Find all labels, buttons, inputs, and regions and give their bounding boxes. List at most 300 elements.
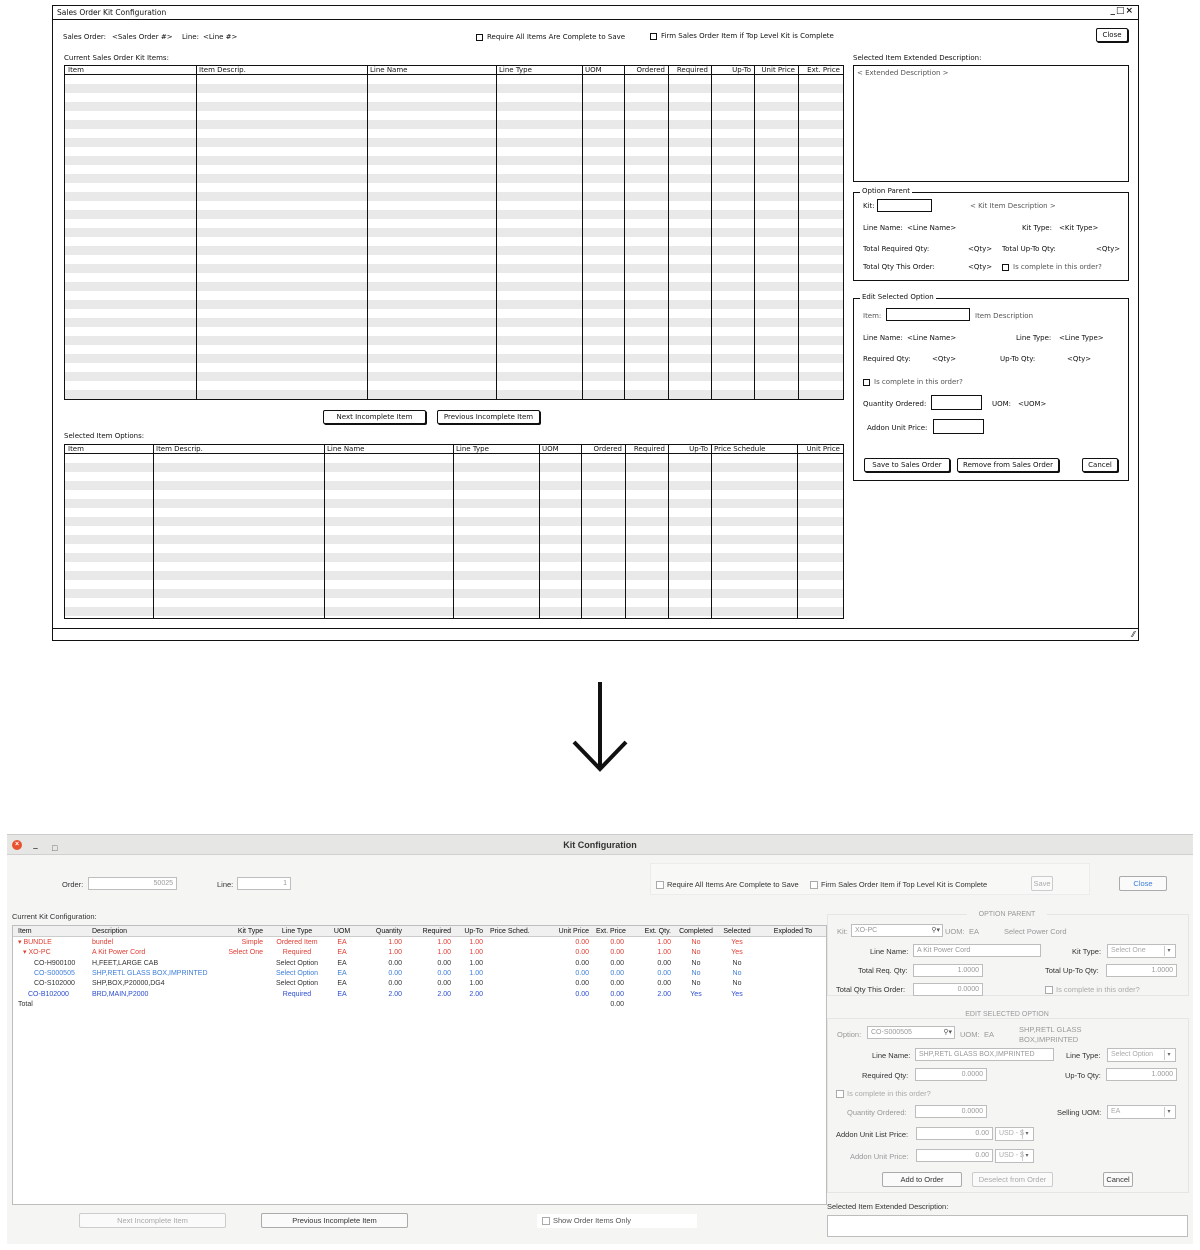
mockup-op-complete-checkbox[interactable] [1002, 263, 1102, 271]
order-label: Order: [62, 880, 84, 889]
column-header[interactable]: Line Name [327, 445, 365, 453]
grid-row[interactable] [65, 481, 843, 490]
eo-option-input[interactable] [867, 1026, 955, 1039]
eo-upto-label: Up-To Qty: [1065, 1071, 1101, 1080]
eo-selling-uom-select[interactable] [1107, 1105, 1176, 1119]
grid-column-divider [367, 66, 368, 399]
table-row[interactable] [13, 948, 826, 958]
mockup-save-to-sales-order-button[interactable]: Save to Sales Order [864, 458, 950, 472]
eo-option-desc-line2: BOX,IMPRINTED [1019, 1035, 1079, 1044]
column-header[interactable]: UOM [542, 445, 559, 453]
grid-column-divider [754, 66, 755, 399]
table-cell-selected: No [732, 980, 742, 988]
table-cell-uom: EA [337, 949, 347, 957]
grid-row[interactable] [65, 192, 843, 201]
column-header[interactable]: Up-To [689, 445, 708, 453]
column-header[interactable]: Item [68, 66, 84, 74]
column-header[interactable]: Item [18, 928, 32, 935]
table-row[interactable] [13, 990, 826, 1000]
require-all-label: Require All Items Are Complete to Save [667, 880, 799, 889]
mockup-cancel-button[interactable]: Cancel [1082, 458, 1118, 472]
grid-row[interactable] [65, 174, 843, 183]
table-cell-upto: 1.00 [469, 969, 483, 977]
column-header[interactable]: Item Descrip. [199, 66, 246, 74]
eo-addon-list-input[interactable]: 0.00 [916, 1127, 993, 1140]
grid-column-divider [625, 445, 626, 618]
grid-row[interactable] [65, 120, 843, 129]
table-cell-desc: SHP,RETL GLASS BOX,IMPRINTED [92, 969, 208, 977]
grid-column-divider [324, 445, 325, 618]
resize-grip-icon[interactable]: ⁄⁄ [1132, 630, 1135, 639]
mockup-op-line-name-value: <Line Name> [907, 224, 957, 232]
table-cell-item: CO-B102000 [28, 990, 69, 998]
column-header[interactable]: Up-To [732, 66, 751, 74]
column-header[interactable]: Ext. Price [807, 66, 840, 74]
eo-upto-input[interactable]: 1.0000 [1106, 1068, 1177, 1081]
mockup-line-label: Line: [182, 33, 199, 41]
table-cell-selected: No [732, 959, 742, 967]
table-row[interactable] [13, 969, 826, 979]
grid-row[interactable] [65, 607, 843, 616]
column-header[interactable]: Item [68, 445, 84, 453]
table-cell-unit: 0.00 [575, 990, 589, 998]
table-cell-uom: EA [337, 980, 347, 988]
table-cell-item: CO-H900100 [34, 959, 76, 967]
grid-row[interactable] [65, 156, 843, 165]
mockup-remove-from-sales-order-button[interactable]: Remove from Sales Order [957, 458, 1059, 472]
op-kit-input[interactable] [851, 924, 943, 937]
grid-row[interactable] [65, 372, 843, 381]
op-total-upto-input[interactable]: 1.0000 [1106, 964, 1177, 977]
mockup-op-total-this-order-label: Total Qty This Order: [863, 263, 935, 271]
table-cell-uom: EA [337, 969, 347, 977]
eo-qty-ordered-label: Quantity Ordered: [847, 1108, 907, 1117]
mockup-op-total-required-value: <Qty> [968, 245, 993, 253]
grid-row[interactable] [65, 499, 843, 508]
close-button[interactable]: Close [1119, 876, 1167, 891]
column-header[interactable]: Required [633, 445, 665, 453]
table-cell-selected: No [732, 969, 742, 977]
eo-selling-uom-label: Selling UOM: [1057, 1108, 1102, 1117]
add-to-order-button[interactable]: Add to Order [882, 1172, 962, 1187]
op-kit-type-label: Kit Type: [1072, 947, 1102, 956]
mockup-eo-uom-value: <UOM> [1018, 400, 1047, 408]
grid-column-divider [711, 66, 712, 399]
eo-addon-unit-input[interactable]: 0.00 [916, 1149, 993, 1162]
table-cell-desc: SHP,BOX,P20000,DG4 [92, 980, 165, 988]
checkbox-icon[interactable] [476, 34, 483, 41]
mockup-options-grid[interactable] [64, 444, 844, 619]
eo-line-type-value: Select Option [1111, 1051, 1154, 1058]
mockup-option-parent-group [853, 187, 1129, 281]
table-cell-item: ▾ XO-PC [23, 949, 51, 957]
checkbox-icon[interactable] [1045, 986, 1053, 994]
grid-row[interactable] [65, 102, 843, 111]
save-button[interactable]: Save [1031, 876, 1053, 891]
checkbox-icon[interactable] [836, 1090, 844, 1098]
table-cell-ext: 0.00 [610, 969, 624, 977]
minimize-icon[interactable]: – [33, 843, 39, 853]
grid-row[interactable] [65, 318, 843, 327]
table-cell-uom: EA [337, 959, 347, 967]
mockup-window-controls[interactable]: _□× [1110, 6, 1134, 16]
table-cell-qty: 0.00 [388, 980, 402, 988]
table-cell-extqty: 0.00 [657, 980, 671, 988]
table-cell-completed: No [691, 969, 701, 977]
table-cell-extqty: 0.00 [657, 969, 671, 977]
grid-column-divider [711, 445, 712, 618]
mockup-sales-order-label: Sales Order: [63, 33, 106, 41]
eo-addon-list-currency-value: USD - $ [999, 1130, 1024, 1137]
table-cell-req: 0.00 [437, 980, 451, 988]
mockup-kit-label: Kit: [863, 202, 875, 210]
column-header[interactable]: Exploded To [773, 928, 813, 935]
kit-configuration-window [7, 834, 1193, 1244]
grid-row[interactable] [65, 463, 843, 472]
grid-row[interactable] [65, 354, 843, 363]
grid-row[interactable] [65, 264, 843, 273]
column-header[interactable]: UOM [585, 66, 602, 74]
table-row[interactable] [13, 979, 826, 989]
column-header[interactable]: Item Descrip. [156, 445, 203, 453]
op-total-req-label: Total Req. Qty: [858, 966, 908, 975]
deselect-from-order-button[interactable]: Deselect from Order [972, 1172, 1053, 1187]
mockup-eo-uom-label: UOM: [992, 400, 1012, 408]
column-header[interactable]: Unit Price [558, 928, 589, 935]
mockup-ext-desc-label: Selected Item Extended Description: [853, 54, 982, 62]
maximize-icon[interactable]: □ [52, 843, 58, 853]
mockup-next-incomplete-button[interactable]: Next Incomplete Item [323, 410, 426, 424]
mockup-window [52, 5, 1139, 641]
table-cell-upto: 1.00 [469, 959, 483, 967]
mockup-sales-order-value: <Sales Order #> [112, 33, 173, 41]
table-row[interactable] [13, 938, 826, 948]
table-cell-kit-type: Simple [241, 939, 263, 946]
column-header[interactable]: Ordered [636, 66, 665, 74]
op-uom-value: EA [969, 927, 980, 936]
window-titlebar [7, 835, 1193, 855]
checkbox-icon[interactable] [810, 881, 818, 889]
mockup-op-kit-type-value: <Kit Type> [1059, 224, 1099, 232]
eo-selling-uom-value: EA [1111, 1108, 1121, 1115]
grid-column-divider [539, 445, 540, 618]
mockup-kit-input[interactable] [877, 199, 932, 212]
mockup-eo-complete-label: Is complete in this order? [874, 378, 963, 386]
table-cell-line-type: Select Option [275, 980, 319, 988]
column-header[interactable]: Required [422, 928, 451, 935]
table-row[interactable] [13, 959, 826, 969]
mockup-previous-incomplete-button[interactable]: Previous Incomplete Item [437, 410, 540, 424]
table-cell-selected: Yes [731, 939, 743, 946]
eo-required-label: Required Qty: [862, 1071, 909, 1080]
eo-line-name-input[interactable]: SHP,RETL GLASS BOX,IMPRINTED [915, 1048, 1054, 1061]
column-header[interactable]: Ext. Price [596, 928, 626, 935]
mockup-require-all-checkbox[interactable] [476, 33, 625, 41]
table-cell-req: 0.00 [437, 969, 451, 977]
grid-row[interactable] [65, 300, 843, 309]
mockup-eo-line-name-value: <Line Name> [907, 334, 957, 342]
table-cell-unit: 0.00 [575, 959, 589, 967]
mockup-eo-line-type-value: <Line Type> [1059, 334, 1104, 342]
mockup-window-title: Sales Order Kit Configuration [57, 8, 167, 17]
op-line-name-label: Line Name: [870, 947, 909, 956]
grid-row[interactable] [65, 535, 843, 544]
table-cell-ext: 0.00 [610, 939, 624, 946]
op-kit-desc: Select Power Cord [1004, 927, 1067, 936]
column-header[interactable]: Kit Type [237, 928, 263, 935]
grid-row[interactable] [65, 228, 843, 237]
grid-column-divider [668, 66, 669, 399]
column-header[interactable]: Price Sched. [490, 928, 530, 935]
table-cell-req: 1.00 [437, 949, 451, 957]
op-complete-checkbox[interactable] [1045, 985, 1140, 994]
mockup-grid-header [65, 66, 843, 75]
ext-desc-textarea[interactable] [827, 1215, 1188, 1237]
mockup-eo-item-desc: Item Description [975, 312, 1034, 320]
mockup-eo-upto-label: Up-To Qty: [1000, 355, 1036, 363]
table-cell-selected: Yes [731, 990, 743, 998]
eo-line-type-select[interactable] [1107, 1048, 1176, 1062]
mockup-current-items-grid[interactable] [64, 65, 844, 400]
grid-row[interactable] [65, 84, 843, 93]
chevron-down-icon[interactable]: ▾ [1164, 1107, 1173, 1117]
table-cell-completed: No [691, 959, 701, 967]
table-cell-ext: 0.00 [610, 959, 624, 967]
grid-row[interactable] [65, 210, 843, 219]
ext-desc-label: Selected Item Extended Description: [827, 1202, 949, 1211]
mockup-eo-required-value: <Qty> [932, 355, 957, 363]
mockup-eo-item-input[interactable] [886, 308, 970, 321]
eo-qty-ordered-input[interactable]: 0.0000 [915, 1105, 987, 1118]
eo-uom-value: EA [984, 1030, 995, 1039]
mockup-require-all-label: Require All Items Are Complete to Save [487, 33, 626, 41]
table-cell-req: 2.00 [437, 990, 451, 998]
table-cell-qty: 1.00 [388, 939, 402, 946]
eo-addon-list-label: Addon Unit List Price: [836, 1130, 909, 1139]
table-cell-item: Total [18, 1000, 33, 1008]
table-cell-qty: 0.00 [388, 969, 402, 977]
table-cell-desc: A Kit Power Cord [92, 949, 146, 957]
mockup-status-bar [53, 628, 1138, 640]
down-arrow-icon [560, 680, 640, 775]
table-cell-extqty: 1.00 [657, 949, 671, 957]
mockup-close-button[interactable]: Close [1096, 28, 1128, 42]
mockup-op-total-upto-value: <Qty> [1096, 245, 1121, 253]
column-header[interactable]: Line Name [370, 66, 408, 74]
eo-option-label: Option: [837, 1030, 862, 1039]
column-header[interactable]: Unit Price [806, 445, 840, 453]
mockup-line-value: <Line #> [203, 33, 238, 41]
mockup-edit-option-legend: Edit Selected Option [862, 293, 934, 301]
table-cell-selected: Yes [731, 949, 743, 957]
checkbox-icon[interactable] [863, 379, 870, 386]
table-total-row[interactable] [13, 1000, 826, 1010]
grid-row[interactable] [65, 390, 843, 399]
mockup-eo-complete-checkbox[interactable] [863, 378, 963, 386]
eo-option-value: CO-S000505 [871, 1029, 912, 1036]
table-cell-req: 1.00 [437, 939, 451, 946]
chevron-down-icon[interactable]: ▾ [1164, 1050, 1173, 1060]
checkbox-icon[interactable] [1002, 264, 1009, 271]
checkbox-icon[interactable] [650, 33, 657, 40]
op-total-this-order-input[interactable]: 0.0000 [913, 983, 983, 996]
table-cell-line-type: Required [282, 990, 312, 998]
mockup-titlebar [53, 6, 1138, 20]
next-incomplete-button[interactable]: Next Incomplete Item [79, 1213, 226, 1228]
mockup-eo-addon-label: Addon Unit Price: [867, 424, 928, 432]
grid-column-divider [668, 445, 669, 618]
table-cell-uom: EA [337, 939, 347, 946]
table-cell-extqty: 2.00 [657, 990, 671, 998]
table-cell-qty: 1.00 [388, 949, 402, 957]
mockup-op-total-upto-label: Total Up-To Qty: [1002, 245, 1056, 253]
line-input[interactable]: 1 [237, 877, 291, 890]
column-header[interactable]: Price Schedule [714, 445, 766, 453]
op-kit-value: XO-PC [855, 927, 878, 934]
column-header[interactable]: Line Type [499, 66, 532, 74]
column-header[interactable]: Required [676, 66, 708, 74]
kit-configuration-grid[interactable] [12, 925, 827, 1205]
table-cell-line-type: Ordered Item [276, 939, 318, 946]
table-cell-desc: bundel [92, 939, 114, 946]
checkbox-icon[interactable] [656, 881, 664, 889]
op-total-this-order-label: Total Qty This Order: [836, 985, 906, 994]
options-area [650, 863, 1090, 895]
order-input[interactable]: 50025 [88, 877, 177, 890]
mockup-option-parent-legend: Option Parent [862, 187, 910, 195]
table-cell-unit: 0.00 [575, 980, 589, 988]
table-cell-line-type: Required [282, 949, 312, 957]
grid-row[interactable] [65, 336, 843, 345]
firm-checkbox[interactable] [810, 880, 987, 889]
current-config-label: Current Kit Configuration: [12, 912, 97, 921]
column-header[interactable]: Up-To [464, 928, 483, 935]
column-header[interactable]: Ordered [593, 445, 622, 453]
grid-row[interactable] [65, 553, 843, 562]
column-header[interactable]: Description [92, 928, 128, 935]
firm-label: Firm Sales Order Item if Top Level Kit is Complete [821, 880, 988, 889]
table-cell-completed: Yes [690, 990, 702, 998]
mockup-options-label: Selected Item Options: [64, 432, 145, 440]
column-header[interactable]: Unit Price [761, 66, 795, 74]
eo-required-input[interactable]: 0.0000 [915, 1068, 987, 1081]
column-header[interactable]: Completed [679, 928, 713, 935]
mockup-eo-qty-ordered-label: Quantity Ordered: [863, 400, 927, 408]
mockup-eo-item-label: Item: [863, 312, 882, 320]
mockup-eo-required-label: Required Qty: [863, 355, 911, 363]
show-order-items-checkbox[interactable] [542, 1216, 631, 1225]
mockup-op-total-required-label: Total Required Qty: [863, 245, 930, 253]
grid-column-divider [196, 66, 197, 399]
mockup-eo-line-type-label: Line Type: [1016, 334, 1052, 342]
chevron-down-icon[interactable]: ▾ [1022, 1129, 1031, 1139]
op-kit-label: Kit: [837, 927, 848, 936]
op-total-req-input[interactable]: 1.0000 [913, 964, 983, 977]
option-parent-heading: OPTION PARENT [967, 911, 1047, 918]
column-header[interactable]: Line Type [281, 928, 313, 935]
grid-row[interactable] [65, 589, 843, 598]
require-all-checkbox[interactable] [656, 880, 799, 889]
column-header[interactable]: Ext. Qty. [644, 928, 671, 935]
column-header[interactable]: Selected [723, 928, 751, 935]
table-cell-upto: 1.00 [469, 939, 483, 946]
search-dropdown-icon[interactable]: ⚲▾ [931, 927, 940, 934]
chevron-down-icon[interactable]: ▾ [1022, 1151, 1031, 1161]
table-cell-upto: 1.00 [469, 980, 483, 988]
search-dropdown-icon[interactable]: ⚲▾ [943, 1029, 952, 1036]
eo-addon-unit-currency-value: USD - $ [999, 1152, 1024, 1159]
mockup-op-total-this-order-value: <Qty> [968, 263, 993, 271]
close-window-icon[interactable]: × [12, 840, 22, 850]
table-cell-ext: 0.00 [610, 949, 624, 957]
table-cell-ext: 0.00 [610, 990, 624, 998]
eo-uom-label: UOM: [960, 1030, 980, 1039]
previous-incomplete-button[interactable]: Previous Incomplete Item [261, 1213, 408, 1228]
grid-row[interactable] [65, 517, 843, 526]
column-header[interactable]: Line Type [456, 445, 489, 453]
mockup-eo-addon-input[interactable] [933, 419, 984, 434]
table-cell-line-type: Select Option [275, 959, 319, 967]
grid-row[interactable] [65, 246, 843, 255]
mockup-firm-label: Firm Sales Order Item if Top Level Kit is Complete [661, 32, 834, 40]
window-title: Kit Configuration [563, 840, 637, 850]
chevron-down-icon[interactable]: ▾ [1164, 946, 1173, 956]
mockup-eo-line-name-label: Line Name: [863, 334, 903, 342]
mockup-grid-header [65, 445, 843, 454]
table-cell-completed: No [691, 980, 701, 988]
grid-column-divider [582, 66, 583, 399]
eo-addon-unit-currency[interactable] [995, 1149, 1034, 1163]
table-cell-extqty: 1.00 [657, 939, 671, 946]
table-cell-item: CO-S000505 [34, 969, 75, 977]
grid-header [13, 926, 826, 937]
mockup-firm-checkbox[interactable] [650, 32, 834, 40]
eo-addon-list-currency[interactable] [995, 1127, 1034, 1141]
grid-row[interactable] [65, 571, 843, 580]
line-label: Line: [217, 880, 234, 889]
op-kit-type-select[interactable] [1107, 944, 1176, 958]
edit-option-heading: EDIT SELECTED OPTION [957, 1011, 1057, 1018]
eo-line-name-label: Line Name: [872, 1051, 911, 1060]
table-cell-ext: 0.00 [610, 1000, 624, 1008]
mockup-current-items-label: Current Sales Order Kit Items: [64, 54, 169, 62]
grid-row[interactable] [65, 138, 843, 147]
column-header[interactable]: UOM [333, 928, 351, 935]
eo-complete-checkbox[interactable] [836, 1089, 931, 1098]
mockup-eo-qty-ordered-input[interactable] [931, 395, 982, 410]
show-order-items-label: Show Order Items Only [553, 1216, 631, 1225]
grid-column-divider [153, 445, 154, 618]
checkbox-icon[interactable] [542, 1217, 550, 1225]
mockup-op-line-name-label: Line Name: [863, 224, 903, 232]
table-cell-qty: 0.00 [388, 959, 402, 967]
grid-column-divider [798, 66, 799, 399]
mockup-op-complete-label: Is complete in this order? [1013, 263, 1102, 271]
eo-addon-unit-label: Addon Unit Price: [850, 1152, 909, 1161]
grid-column-divider [496, 66, 497, 399]
op-line-name-input[interactable]: A Kit Power Cord [913, 944, 1041, 957]
cancel-button[interactable]: Cancel [1103, 1172, 1133, 1187]
mockup-ext-desc-textarea[interactable]: < Extended Description > [853, 65, 1129, 182]
table-cell-uom: EA [337, 990, 347, 998]
column-header[interactable]: Quantity [375, 928, 402, 935]
grid-row[interactable] [65, 282, 843, 291]
grid-column-divider [797, 445, 798, 618]
table-cell-unit: 0.00 [575, 939, 589, 946]
table-cell-desc: H,FEET,LARGE CAB [92, 959, 159, 967]
table-cell-completed: No [691, 949, 701, 957]
table-cell-ext: 0.00 [610, 980, 624, 988]
